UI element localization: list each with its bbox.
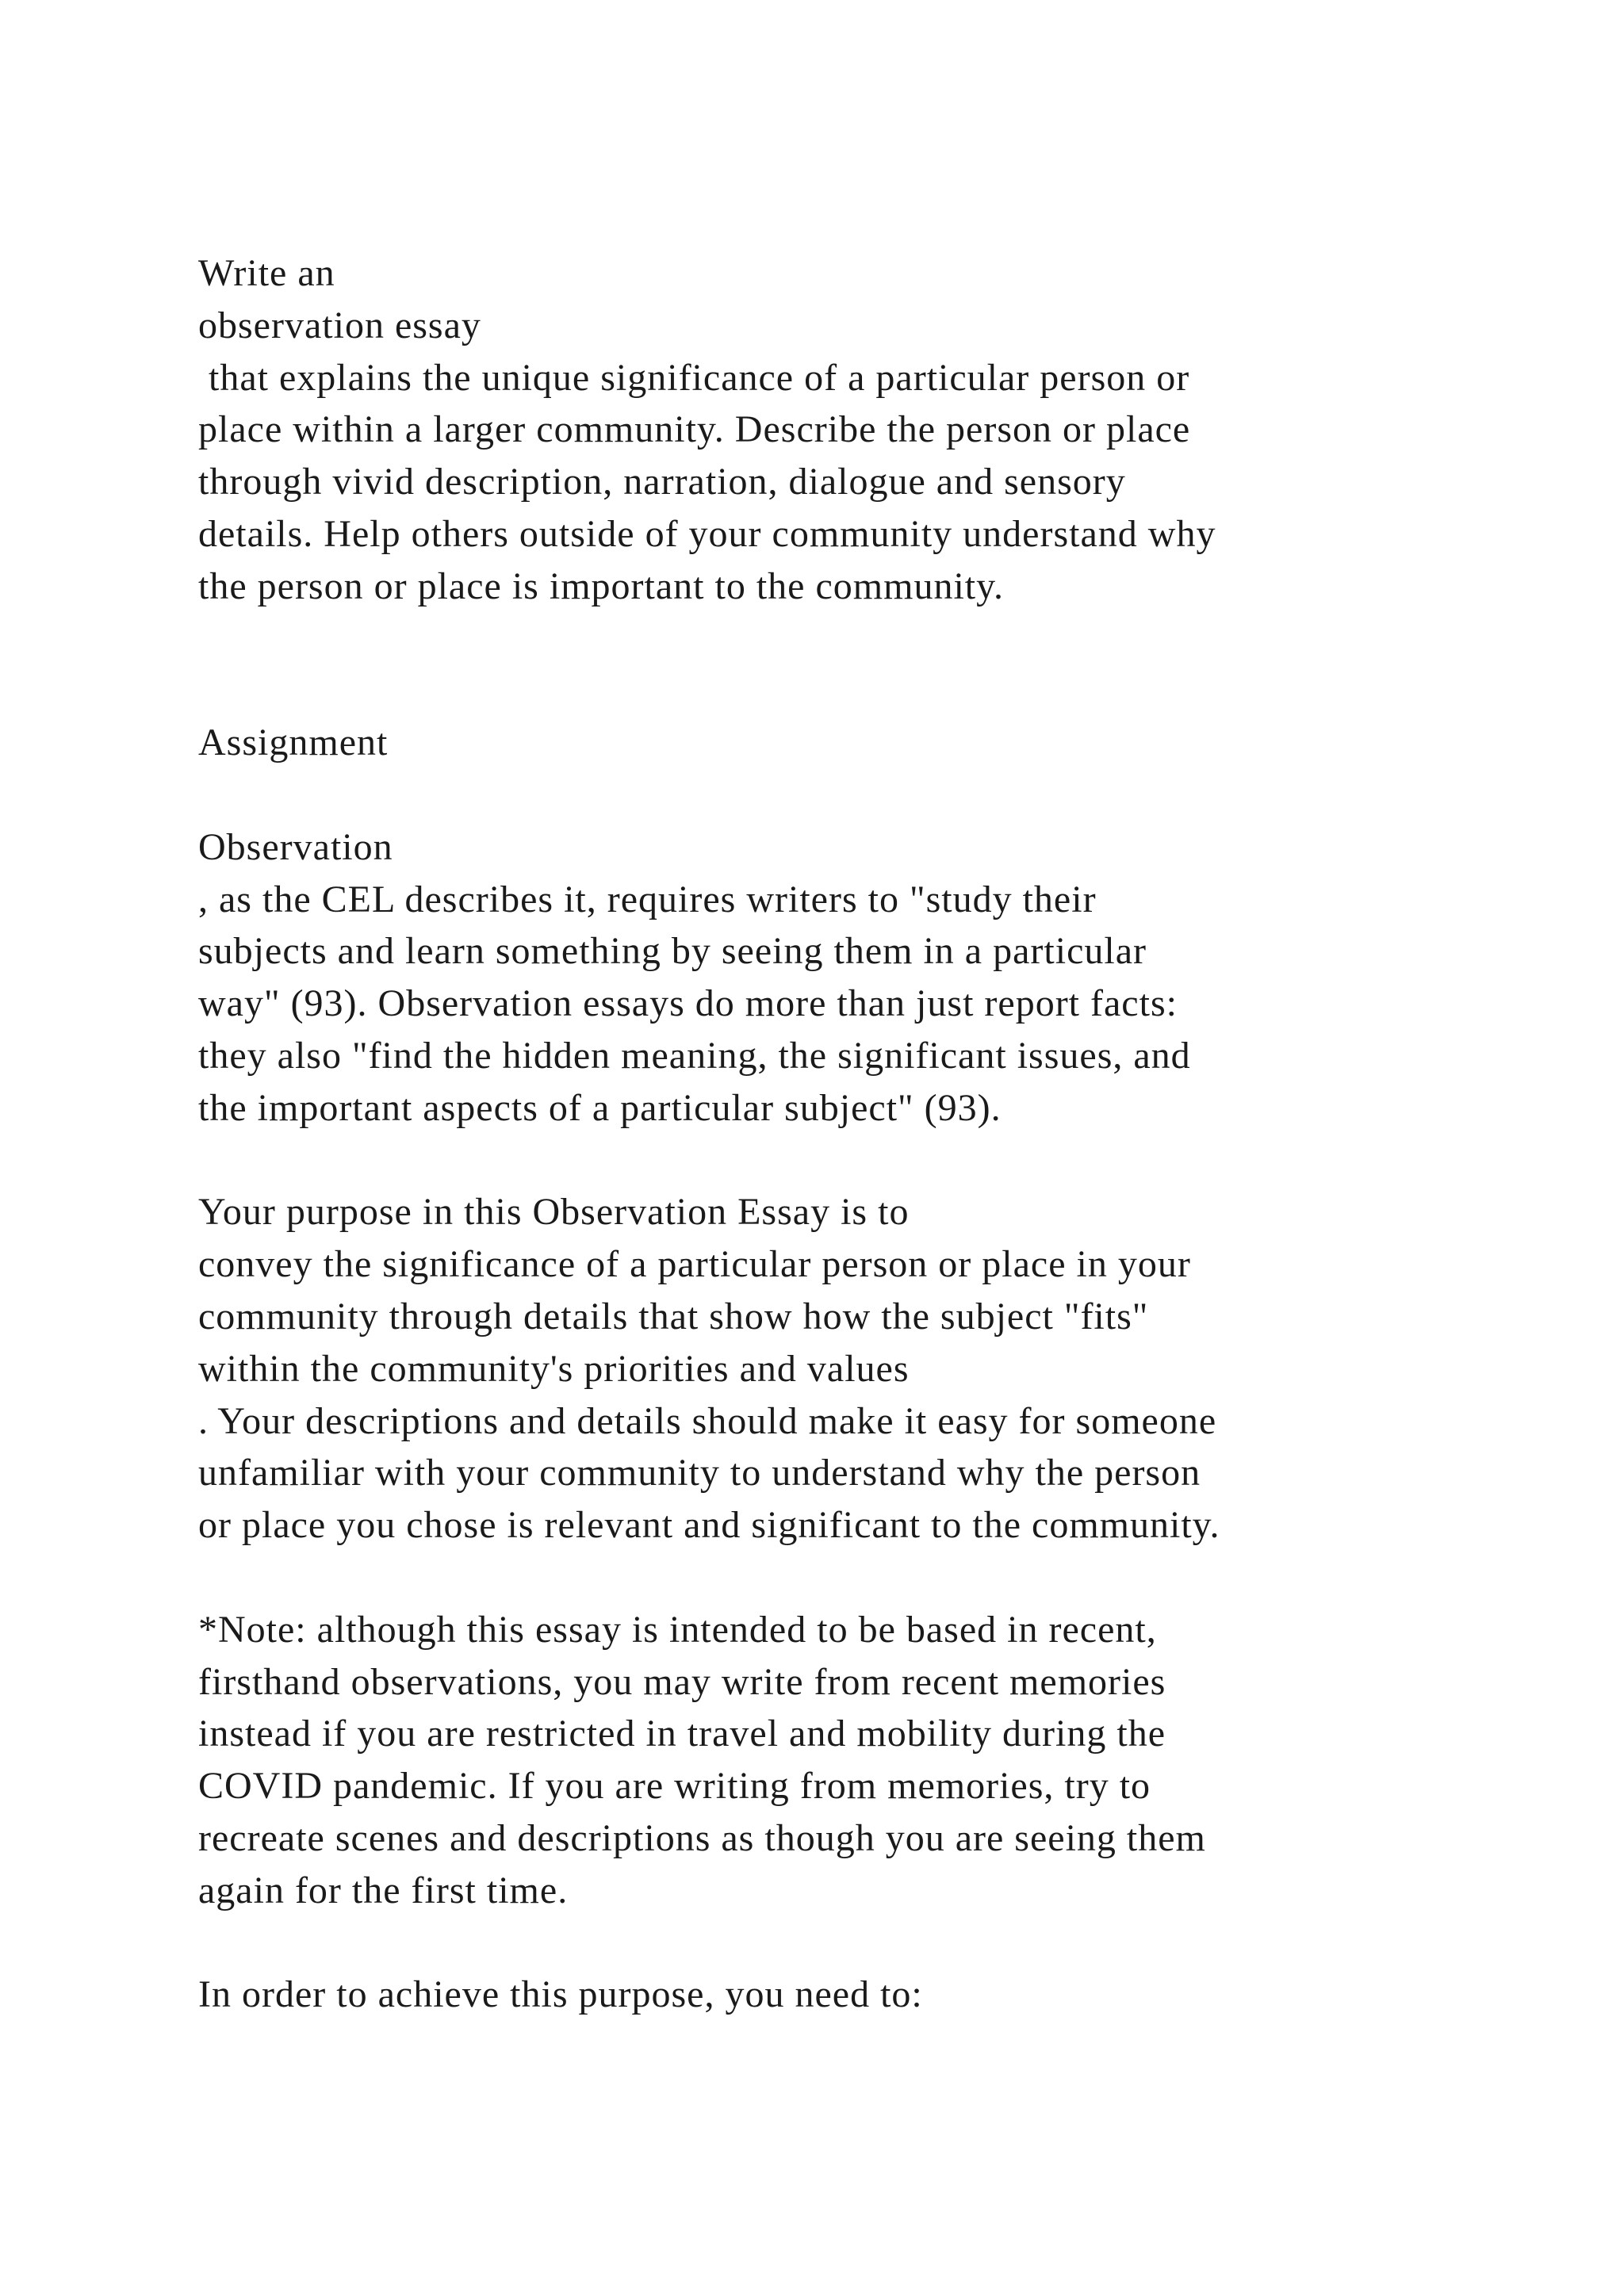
paragraph-gap (198, 613, 1546, 665)
purpose-line: within the community's priorities and values (198, 1347, 910, 1390)
intro-paragraph (198, 247, 1546, 613)
intro-line: details. Help others outside of your community understand why (198, 512, 1216, 555)
note-line: *Note: although this essay is intended to be based in recent, (198, 1608, 1157, 1651)
observation-line: subjects and learn something by seeing them in a particular (198, 930, 1147, 973)
paragraph-gap (198, 664, 1546, 717)
note-line: recreate scenes and descriptions as though you are seeing them (198, 1816, 1206, 1859)
intro-line: place within a larger community. Describe the person or place (198, 408, 1191, 451)
intro-line: Write an (198, 252, 335, 294)
intro-line: observation essay (198, 304, 481, 346)
intro-line: through vivid description, narration, dialogue and sensory (198, 461, 1126, 503)
closing-line: In order to achieve this purpose, you need to: (198, 1973, 923, 2016)
purpose-line: . Your descriptions and details should make it easy for someone (198, 1399, 1217, 1442)
paragraph-gap (198, 1135, 1546, 1187)
note-line: instead if you are restricted in travel and mobility during the (198, 1712, 1166, 1755)
intro-line: the person or place is important to the community. (198, 564, 1004, 607)
observation-paragraph (198, 821, 1546, 1135)
purpose-line: community through details that show how the subject "fits" (198, 1295, 1149, 1337)
paragraph-gap (198, 769, 1546, 821)
paragraph-gap (198, 1917, 1546, 1969)
purpose-line: convey the significance of a particular person or place in your (198, 1243, 1191, 1286)
intro-line: that explains the unique significance of a particular person or (198, 356, 1190, 399)
purpose-line: unfamiliar with your community to understand why the person (198, 1452, 1201, 1494)
observation-line: the important aspects of a particular subject" (93). (198, 1086, 1002, 1129)
purpose-line: or place you chose is relevant and significant to the community. (198, 1504, 1220, 1547)
section-heading: Assignment (198, 721, 389, 764)
purpose-paragraph (198, 1186, 1546, 1552)
document-body (198, 247, 1546, 2021)
observation-line: way" (93). Observation essays do more than just report facts: (198, 982, 1178, 1025)
note-line: COVID pandemic. If you are writing from memories, try to (198, 1765, 1151, 1808)
observation-line: they also "find the hidden meaning, the significant issues, and (198, 1034, 1191, 1077)
paragraph-gap (198, 1552, 1546, 1604)
note-line: again for the first time. (198, 1869, 569, 1911)
observation-line: , as the CEL describes it, requires writers to "study their (198, 878, 1097, 920)
observation-line: Observation (198, 825, 393, 868)
note-line: firsthand observations, you may write from recent memories (198, 1660, 1166, 1703)
note-paragraph (198, 1604, 1546, 1917)
purpose-line: Your purpose in this Observation Essay is to (198, 1191, 910, 1234)
